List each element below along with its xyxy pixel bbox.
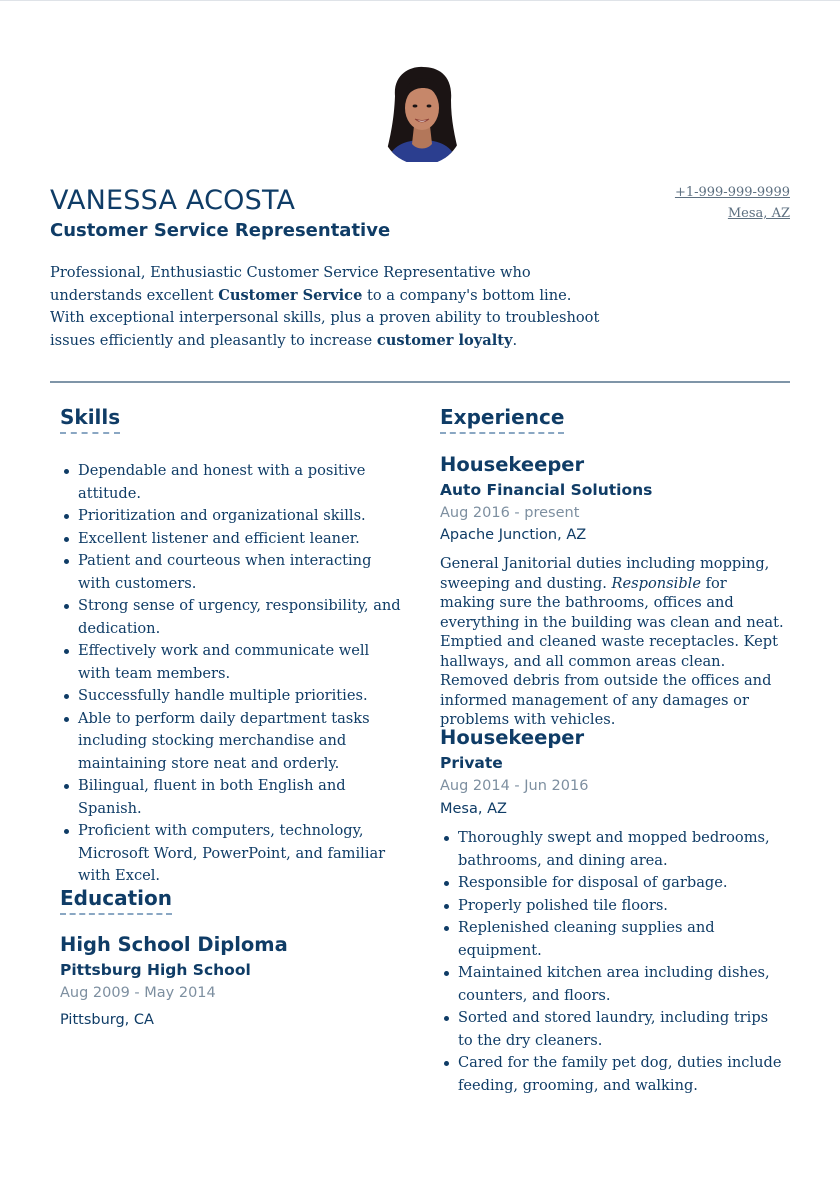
experience-heading: Experience [440,405,564,434]
job-1-title: Housekeeper [440,453,585,476]
education-location: Pittsburg, CA [60,1012,154,1028]
skills-heading: Skills [60,405,120,434]
top-border [0,0,840,1]
summary-text: Professional, Enthusiastic Customer Service Representative who understands excellent [50,264,531,304]
candidate-name: VANESSA ACOSTA [50,185,296,216]
skill-item: Excellent listener and efficient leaner. [60,528,405,551]
job-2-dates: Aug 2014 - Jun 2016 [440,778,589,794]
education-heading: Education [60,886,172,915]
duty-item: Sorted and stored laundry, including trips to the dry cleaners. [440,1007,785,1052]
duty-item: Replenished cleaning supplies and equipment. [440,917,785,962]
contact-info [675,182,790,224]
summary-highlight: customer loyalty [376,331,513,349]
job-1-company: Auto Financial Solutions [440,481,653,499]
summary-text: . [512,331,518,349]
job-2-location: Mesa, AZ [440,801,507,817]
skill-item: Strong sense of urgency, responsibility, and dedication. [60,595,405,640]
job-1-description-text: for making sure the bathrooms, offices and everything in the building was clean and neat. Emptied and cleaned waste receptacles. Kept hallways, and all common areas clean. Removed debris from outside the offices and informed management of any damages or problems with vehicles. [440,574,784,728]
summary-text: to a company's bottom line. With exceptional interpersonal skills, plus a proven ability to troubleshoot issues efficiently and pleasantly to increase [50,286,600,349]
phone-link[interactable]: +1-999-999-9999 [674,185,790,200]
skill-item: Proficient with computers, technology, Microsoft Word, PowerPoint, and familiar with Excel. [60,820,405,888]
skill-item: Able to perform daily department tasks including stocking merchandise and maintaining store neat and orderly. [60,708,405,776]
education-degree: High School Diploma [60,933,288,956]
skill-item: Effectively work and communicate well with team members. [60,640,405,685]
job-1-description-text: General Janitorial duties including mopping, sweeping and dusting. [440,555,770,592]
duty-item: Properly polished tile floors. [440,895,785,918]
job-2-company: Private [440,754,503,772]
skill-item: Dependable and honest with a positive attitude. [60,460,405,505]
education-school: Pittsburg High School [60,961,251,979]
job-1-location: Apache Junction, AZ [440,527,587,543]
profile-photo [381,66,463,162]
skill-item: Bilingual, fluent in both English and Spanish. [60,775,405,820]
skill-item: Prioritization and organizational skills. [60,505,405,528]
skill-item: Successfully handle multiple priorities. [60,685,405,708]
job-title: Customer Service Representative [50,220,391,241]
location-link[interactable]: Mesa, AZ [727,206,790,221]
duty-item: Responsible for disposal of garbage. [440,872,785,895]
job-1-dates: Aug 2016 - present [440,505,580,521]
skills-list [60,460,405,888]
duty-item: Thoroughly swept and mopped bedrooms, bathrooms, and dining area. [440,827,785,872]
job-2-title: Housekeeper [440,726,585,749]
skill-item: Patient and courteous when interacting with customers. [60,550,405,595]
profile-summary [50,262,610,352]
duty-item: Cared for the family pet dog, duties include feeding, grooming, and walking. [440,1052,785,1097]
education-dates: Aug 2009 - May 2014 [60,985,216,1001]
duty-item: Maintained kitchen area including dishes, counters, and floors. [440,962,785,1007]
job-2-duties [440,827,785,1097]
summary-highlight: Customer Service [218,286,363,304]
job-1-description-emphasis: Responsible [611,574,701,592]
job-1-description [440,554,785,730]
section-divider [50,381,790,383]
